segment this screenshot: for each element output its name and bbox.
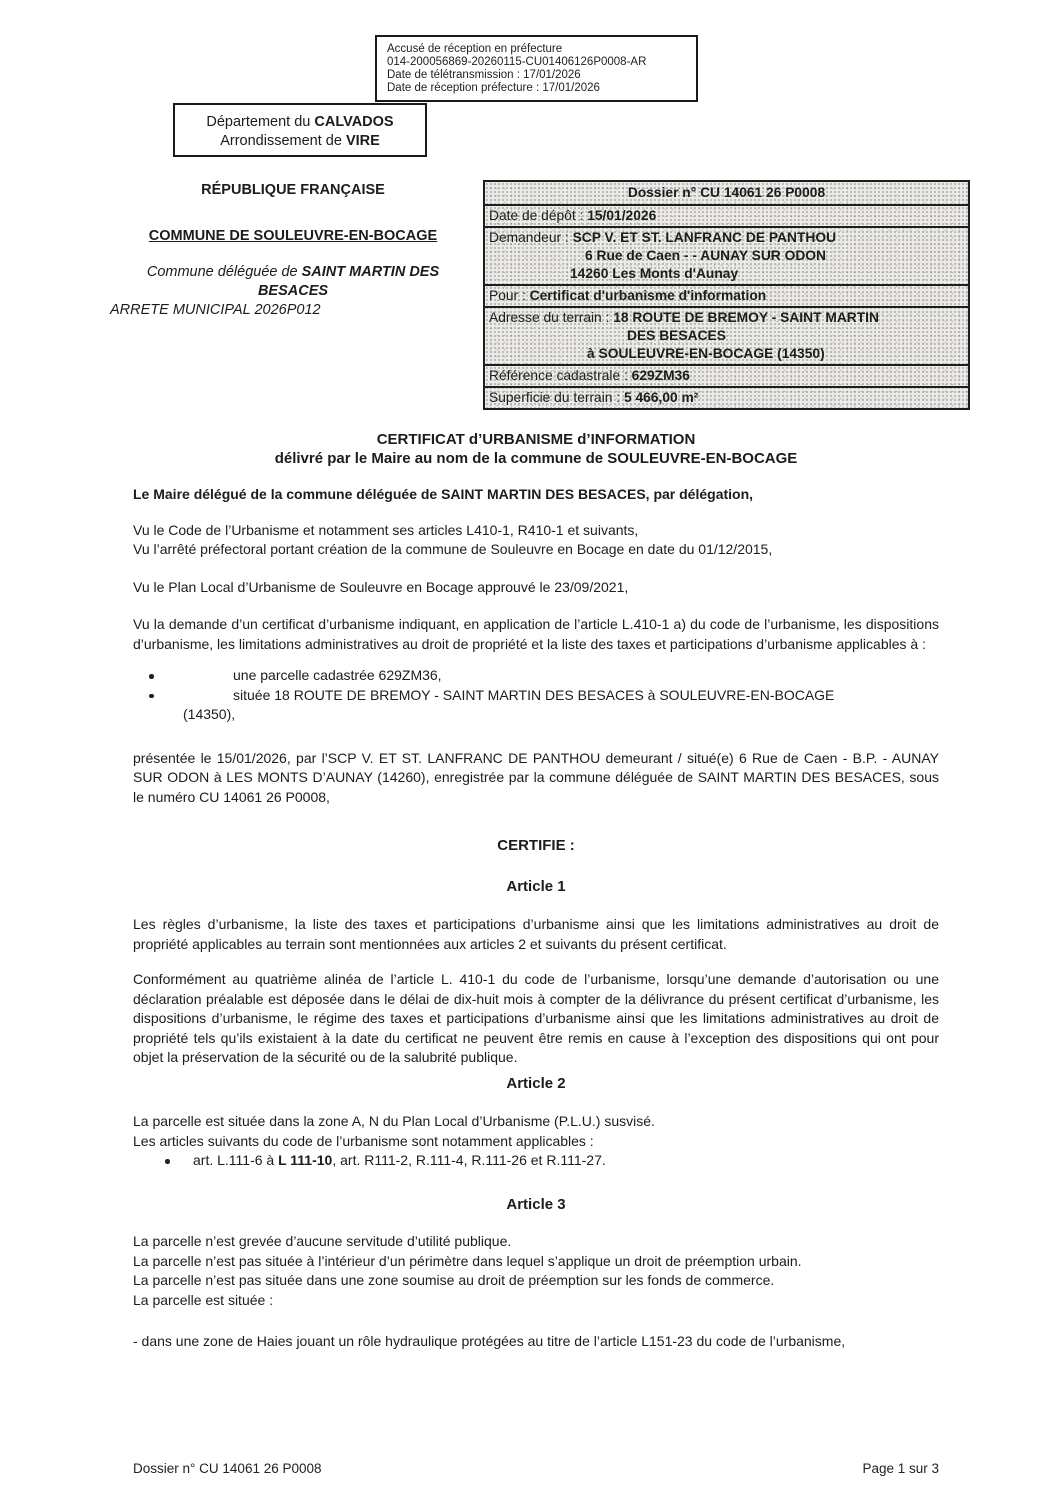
adresse-line1	[489, 309, 964, 327]
department-box	[173, 103, 427, 157]
presentee-paragraph: présentée le 15/01/2026, par l’SCP V. ET ST. LANFRANC DE PANTHOU demeurant / situé(e) 6 Rue de Caen - B.P. - AUNAY SUR ODON à LES MONTS D’AUNAY (14260), enregistrée par la commune déléguée de SAINT MARTIN DES BESACES, sous le numéro CU 14061 26 P0008,	[133, 749, 939, 805]
article3-zone-paragraph: - dans une zone de Haies jouant un rôle hydraulique protégées au titre de l’article L151-23 du code de l’urbanisme,	[133, 1333, 846, 1349]
field-label: Référence cadastrale :	[489, 368, 632, 383]
field-label: Demandeur :	[489, 230, 573, 245]
superficie-row	[485, 386, 968, 408]
department-name: CALVADOS	[314, 114, 394, 130]
arrondissement-name: VIRE	[345, 133, 380, 149]
department-line	[175, 113, 425, 132]
dossier-number: Dossier n° CU 14061 26 P0008	[627, 185, 826, 200]
article1-heading: Article 1	[506, 877, 566, 895]
delegated-commune-line	[110, 263, 476, 301]
arrete-municipal: ARRETE MUNICIPAL 2026P012	[110, 302, 321, 318]
prefecture-reception-stamp	[375, 35, 698, 102]
list-item	[133, 1151, 939, 1171]
article2-heading: Article 2	[506, 1074, 566, 1092]
stamp-line: Accusé de réception en préfecture	[387, 43, 563, 55]
article3-line3: La parcelle n’est pas située dans une zone soumise au droit de préemption sur les fonds de commerce.	[133, 1272, 775, 1288]
stamp-teletransmission-date: Date de télétransmission : 17/01/2026	[387, 69, 581, 81]
left-heading-column	[110, 181, 476, 320]
field-value: 5 466,00 m²	[623, 390, 699, 405]
articles-codes-prefix: art. L.111-6 à	[193, 1152, 279, 1168]
bullet-icon	[149, 674, 154, 679]
field-label: Date de dépôt :	[489, 208, 588, 223]
arrondissement-line	[175, 132, 425, 151]
parcel-location-continuation: (14350),	[183, 706, 236, 722]
footer-page-number: Page 1 sur 3	[862, 1461, 939, 1476]
certificate-title-line2: délivré par le Maire au nom de la commune de SOULEUVRE-EN-BOCAGE	[274, 450, 798, 467]
stamp-reference-number: 014-200056869-20260115-CU01406126P0008-AR	[387, 56, 647, 68]
article1-paragraph2: Conformément au quatrième alinéa de l’article L. 410-1 du code de l’urbanisme, lorsqu’une demande d’autorisation ou une déclaration préalable est déposée dans le délai de dix-huit mois à compter de la délivrance du présent certificat d’urbanisme, les dispositions d’urbanisme, le régime des taxes et participations d’urbanisme ainsi que les limitations administratives au droit de propriété tels qu’ils existaient à la date du certificat ne peuvent être remis en cause à l’exception des dispositions qui ont pour objet la préservation de la sécurité ou de la salubrité publique.	[133, 971, 939, 1065]
delegated-commune-name: SAINT MARTIN DES BESACES	[257, 264, 440, 299]
vu-plu-paragraph: Vu le Plan Local d’Urbanisme de Souleuvre en Bocage approuvé le 23/09/2021,	[133, 578, 629, 595]
vu-code-paragraph	[133, 521, 939, 560]
articles-list	[133, 1151, 939, 1171]
field-value: Certificat d'urbanisme d'information	[529, 288, 767, 303]
field-label: Adresse du terrain :	[489, 310, 614, 325]
field-label: Pour :	[489, 288, 530, 303]
article3-heading: Article 3	[506, 1195, 566, 1213]
delegated-prefix: Commune déléguée de	[146, 264, 302, 280]
article2-line2: Les articles suivants du code de l’urbanisme sont notamment applicables :	[133, 1132, 594, 1149]
arrondissement-label: Arrondissement de	[220, 133, 346, 149]
parcel-location-item: située 18 ROUTE DE BREMOY - SAINT MARTIN DES BESACES à SOULEUVRE-EN-BOCAGE	[233, 686, 835, 703]
article3-paragraph	[133, 1232, 939, 1310]
article2-line1: La parcelle est située dans la zone A, N du Plan Local d’Urbanisme (P.L.U.) susvisé.	[133, 1113, 655, 1129]
page-footer	[133, 1461, 939, 1476]
list-item	[133, 666, 939, 686]
demandeur-line1	[489, 229, 964, 247]
adresse-line2: DES BESACES	[627, 328, 726, 343]
commune-title: COMMUNE DE SOULEUVRE-EN-BOCAGE	[148, 228, 438, 244]
field-value: 18 ROUTE DE BREMOY - SAINT MARTIN	[613, 310, 879, 325]
document-body	[133, 430, 939, 1352]
parcel-cadastree-item: une parcelle cadastrée 629ZM36,	[233, 667, 442, 683]
adresse-line3: à SOULEUVRE-EN-BOCAGE (14350)	[587, 346, 825, 361]
maire-paragraph: Le Maire délégué de la commune déléguée de SAINT MARTIN DES BESACES, par délégation,	[133, 486, 754, 502]
parcel-list	[133, 666, 939, 725]
pour-row	[485, 284, 968, 306]
bullet-icon	[149, 694, 154, 699]
article3-line1: La parcelle n’est grevée d’aucune servitude d’utilité publique.	[133, 1233, 512, 1249]
reference-cadastrale-row	[485, 364, 968, 386]
field-value: 15/01/2026	[587, 208, 657, 223]
date-depot-row	[485, 204, 968, 226]
field-value: 629ZM36	[631, 368, 690, 383]
footer-dossier-number: Dossier n° CU 14061 26 P0008	[133, 1461, 322, 1476]
field-label: Superficie du terrain :	[489, 390, 624, 405]
bullet-icon	[165, 1159, 170, 1164]
vu-code-line1: Vu le Code de l’Urbanisme et notamment ses articles L410-1, R410-1 et suivants,	[133, 521, 639, 538]
field-value: SCP V. ET ST. LANFRANC DE PANTHOU	[572, 230, 837, 245]
dossier-info-table	[483, 180, 970, 410]
article1-paragraph1: Les règles d’urbanisme, la liste des taxes et participations d’urbanisme ainsi que les limitations administratives au droit de propriété applicables au terrain sont mentionnées aux articles 2 et suivants du présent certificat.	[133, 916, 939, 952]
certifie-heading: CERTIFIE :	[497, 837, 575, 854]
article2-paragraph	[133, 1112, 939, 1151]
republic-title: RÉPUBLIQUE FRANÇAISE	[201, 182, 385, 198]
vu-demande-paragraph: Vu la demande d’un certificat d’urbanisme indiquant, en application de l’article L.410-1 a) du code de l’urbanisme, les dispositions d’urbanisme, les limitations administratives au droit de propriété et la liste des taxes et participations d’urbanisme applicables à :	[133, 616, 939, 652]
stamp-reception-date: Date de réception préfecture : 17/01/2026	[387, 82, 600, 94]
demandeur-address-line2: 14260 Les Monts d'Aunay	[570, 266, 739, 281]
department-label: Département du	[206, 114, 315, 130]
articles-codes-suffix: , art. R111-2, R.111-4, R.111-26 et R.111-27.	[332, 1152, 606, 1168]
articles-codes-bold: L 111-10	[278, 1152, 333, 1168]
article3-line2: La parcelle n’est pas située à l’intérieur d’un périmètre dans lequel s’applique un droit de préemption urbain.	[133, 1252, 802, 1269]
vu-code-line2: Vu l’arrêté préfectoral portant création de la commune de Souleuvre en Bocage en date du 01/12/2015,	[133, 541, 773, 557]
certificate-title-line1: CERTIFICAT d’URBANISME d’INFORMATION	[376, 431, 696, 448]
article3-line4: La parcelle est située :	[133, 1291, 274, 1308]
demandeur-row	[485, 226, 968, 284]
demandeur-address-line1: 6 Rue de Caen - - AUNAY SUR ODON	[585, 248, 826, 263]
list-item	[133, 686, 939, 725]
adresse-terrain-row	[485, 306, 968, 364]
